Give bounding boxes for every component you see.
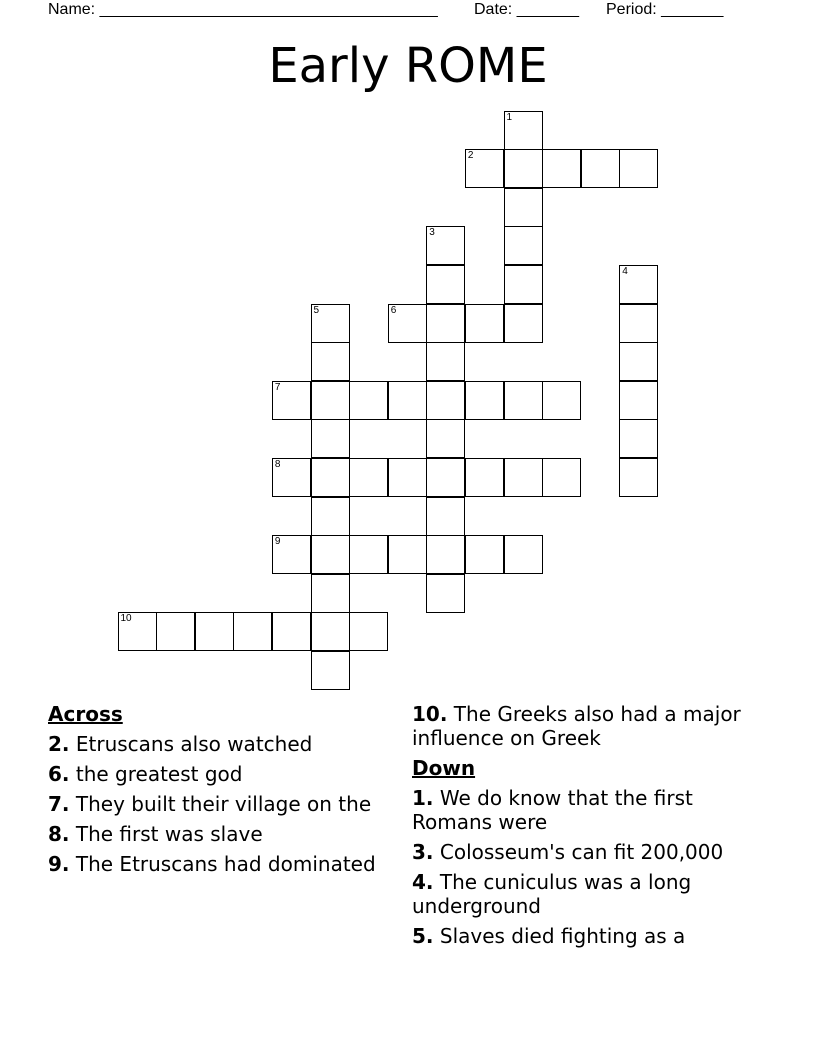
grid-cell[interactable] [619, 304, 658, 343]
clue-down-4 [412, 870, 762, 918]
across-clues [48, 702, 378, 882]
grid-cell[interactable] [542, 458, 581, 497]
date-field[interactable]: Date: _______ [474, 1, 579, 18]
clue-text: Colosseum's can fit 200,000 [439, 840, 724, 864]
grid-cell[interactable] [504, 535, 543, 574]
grid-cell[interactable] [465, 458, 504, 497]
grid-cell[interactable] [272, 381, 311, 420]
clue-text: We do know that the first Romans were [412, 786, 693, 834]
grid-cell[interactable] [504, 381, 543, 420]
grid-cell[interactable] [311, 342, 350, 381]
grid-cell[interactable] [118, 612, 157, 651]
cell-number: 10 [120, 613, 132, 625]
cell-number: 9 [274, 536, 281, 548]
clue-text: Slaves died fighting as a [439, 924, 686, 948]
grid-cell[interactable] [272, 612, 311, 651]
grid-cell[interactable] [388, 535, 427, 574]
clue-text: They built their village on the [75, 792, 372, 816]
clue-across-6 [48, 762, 378, 786]
cell-number: 4 [622, 265, 628, 277]
cell-number: 8 [274, 458, 281, 470]
grid-cell[interactable] [388, 458, 427, 497]
clue-number: 1. [412, 786, 434, 810]
name-field[interactable]: Name: ______________________________________ [48, 1, 438, 18]
grid-cell[interactable] [465, 535, 504, 574]
cell-number: 6 [390, 304, 397, 316]
clue-down-3 [412, 840, 762, 864]
grid-cell[interactable] [426, 458, 465, 497]
grid-cell[interactable] [388, 381, 427, 420]
clue-number: 6. [48, 762, 70, 786]
clue-number: 4. [412, 870, 434, 894]
grid-cell[interactable] [619, 419, 658, 458]
grid-cell[interactable] [504, 188, 543, 227]
clue-across-2 [48, 732, 378, 756]
down-heading: Down [412, 756, 476, 780]
clue-number: 5. [412, 924, 434, 948]
grid-cell[interactable] [619, 458, 658, 497]
clue-text: The first was slave [75, 822, 263, 846]
grid-cell[interactable] [426, 304, 465, 343]
grid-cell[interactable] [426, 381, 465, 420]
clue-text: The Etruscans had dominated [75, 852, 376, 876]
grid-cell[interactable] [311, 535, 350, 574]
grid-cell[interactable] [465, 304, 504, 343]
grid-cell[interactable] [388, 304, 427, 343]
grid-cell[interactable] [195, 612, 234, 651]
grid-cell[interactable] [349, 535, 388, 574]
grid-cell[interactable] [272, 458, 311, 497]
grid-cell[interactable] [504, 111, 543, 150]
grid-cell[interactable] [426, 265, 465, 304]
clue-across-10 [412, 702, 762, 750]
clue-number: 3. [412, 840, 434, 864]
cell-number: 2 [467, 150, 474, 162]
clue-across-7 [48, 792, 378, 816]
grid-cell[interactable] [349, 612, 388, 651]
grid-cell[interactable] [426, 342, 465, 381]
clue-text: The Greeks also had a major influence on Greek [412, 702, 741, 750]
clue-number: 7. [48, 792, 70, 816]
grid-cell[interactable] [311, 574, 350, 613]
clue-number: 9. [48, 852, 70, 876]
grid-cell[interactable] [619, 342, 658, 381]
clue-across-9 [48, 852, 378, 876]
grid-cell[interactable] [619, 265, 658, 304]
grid-cell[interactable] [272, 535, 311, 574]
grid-cell[interactable] [465, 381, 504, 420]
grid-cell[interactable] [426, 226, 465, 265]
grid-cell[interactable] [156, 612, 195, 651]
grid-cell[interactable] [311, 497, 350, 536]
grid-cell[interactable] [504, 226, 543, 265]
grid-cell[interactable] [426, 574, 465, 613]
grid-cell[interactable] [504, 458, 543, 497]
cell-number: 3 [429, 227, 435, 239]
grid-cell[interactable] [542, 381, 581, 420]
period-field[interactable]: Period: _______ [606, 1, 724, 18]
more-clues [412, 702, 762, 954]
grid-cell[interactable] [426, 497, 465, 536]
grid-cell[interactable] [311, 612, 350, 651]
grid-cell[interactable] [311, 304, 350, 343]
grid-cell[interactable] [542, 149, 581, 188]
cell-number: 5 [313, 304, 320, 316]
grid-cell[interactable] [349, 458, 388, 497]
grid-cell[interactable] [311, 651, 350, 690]
clue-text: the greatest god [75, 762, 243, 786]
clue-down-5 [412, 924, 762, 948]
grid-cell[interactable] [311, 458, 350, 497]
clue-number: 8. [48, 822, 70, 846]
grid-cell[interactable] [311, 419, 350, 458]
clue-text: Etruscans also watched [75, 732, 313, 756]
page-title: Early ROME [268, 38, 548, 94]
grid-cell[interactable] [311, 381, 350, 420]
clue-number: 10. [412, 702, 448, 726]
across-heading: Across [48, 702, 123, 726]
grid-cell[interactable] [504, 265, 543, 304]
cell-number: 7 [274, 381, 281, 393]
clue-down-1 [412, 786, 762, 834]
grid-cell[interactable] [619, 149, 658, 188]
clue-across-8 [48, 822, 378, 846]
grid-cell[interactable] [504, 149, 543, 188]
grid-cell[interactable] [233, 612, 272, 651]
cell-number: 1 [506, 111, 513, 123]
grid-cell[interactable] [619, 381, 658, 420]
grid-cell[interactable] [426, 535, 465, 574]
grid-cell[interactable] [504, 304, 543, 343]
grid-cell[interactable] [581, 149, 620, 188]
clue-text: The cuniculus was a long underground [412, 870, 692, 918]
grid-cell[interactable] [349, 381, 388, 420]
grid-cell[interactable] [465, 149, 504, 188]
grid-cell[interactable] [426, 419, 465, 458]
clue-number: 2. [48, 732, 70, 756]
